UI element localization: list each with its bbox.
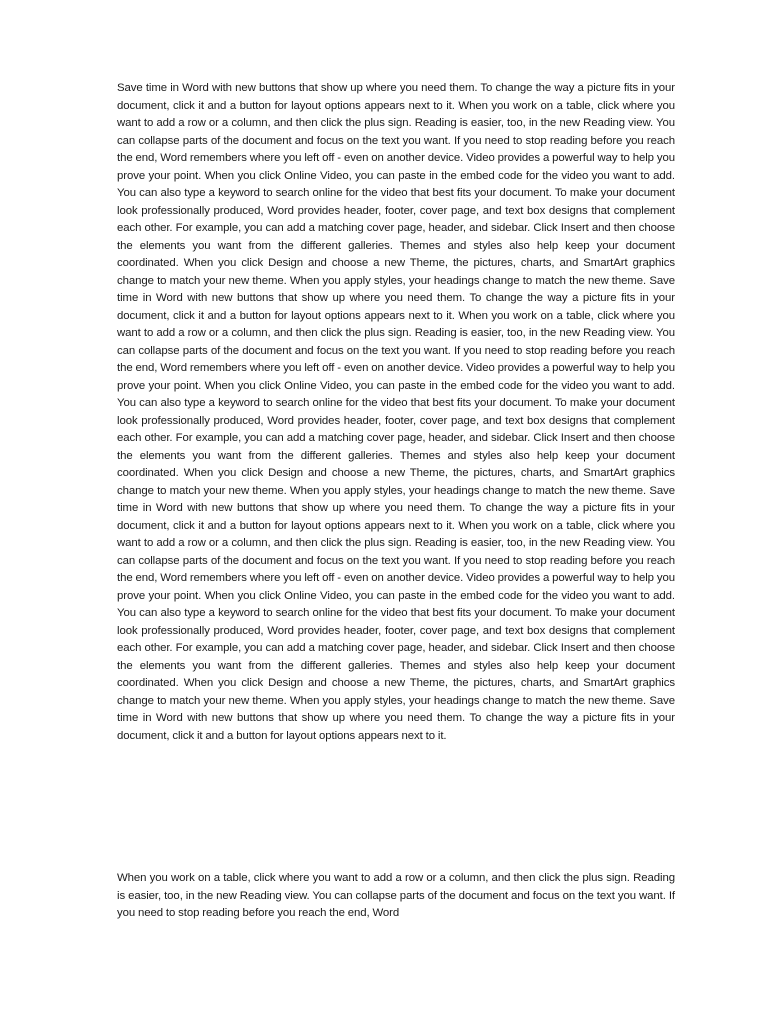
body-paragraph-2: When you work on a table, click where you want to add a row or a column, and then click the plus sign. Reading is easier, too, in the new Reading view. You can collapse parts of the document and focus on the text you want. If you need to stop reading before you reach the end, Word	[117, 872, 675, 919]
body-paragraph-1: Save time in Word with new buttons that show up where you need them. To change the way a picture fits in your document, click it and a button for layout options appears next to it. When you work on a table, click where you want to add a row or a column, and then click the plus sign. Reading is easier, too, in the new Reading view. You can collapse parts of the document and focus on the text you want. If you need to stop reading before you reach the end, Word remembers where you left off - even on another device. Video provides a powerful way to help you prove your point. When you click Online Video, you can paste in the embed code for the video you want to add. You can also type a keyword to search online for the video that best fits your document. To make your document look professionally produced, Word provides header, footer, cover page, and text box designs that complement each other. For example, you can add a matching cover page, header, and sidebar. Click Insert and then choose the elements you want from the different galleries. Themes and styles also help keep your document coordinated. When you click Design and choose a new Theme, the pictures, charts, and SmartArt graphics change to match your new theme. When you apply styles, your headings change to match the new theme. Save time in Word with new buttons that show up where you need them. To change the way a picture fits in your document, click it and a button for layout options appears next to it. When you work on a table, click where you want to add a row or a column, and then click the plus sign. Reading is easier, too, in the new Reading view. You can collapse parts of the document and focus on the text you want. If you need to stop reading before you reach the end, Word remembers where you left off - even on another device. Video provides a powerful way to help you prove your point. When you click Online Video, you can paste in the embed code for the video you want to add. You can also type a keyword to search online for the video that best fits your document. To make your document look professionally produced, Word provides header, footer, cover page, and text box designs that complement each other. For example, you can add a matching cover page, header, and sidebar. Click Insert and then choose the elements you want from the different galleries. Themes and styles also help keep your document coordinated. When you click Design and choose a new Theme, the pictures, charts, and SmartArt graphics change to match your new theme. When you apply styles, your headings change to match the new theme. Save time in Word with new buttons that show up where you need them. To change the way a picture fits in your document, click it and a button for layout options appears next to it. When you work on a table, click where you want to add a row or a column, and then click the plus sign. Reading is easier, too, in the new Reading view. You can collapse parts of the document and focus on the text you want. If you need to stop reading before you reach the end, Word remembers where you left off - even on another device. Video provides a powerful way to help you prove your point. When you click Online Video, you can paste in the embed code for the video you want to add. You can also type a keyword to search online for the video that best fits your document. To make your document look professionally produced, Word provides header, footer, cover page, and text box designs that complement each other. For example, you can add a matching cover page, header, and sidebar. Click Insert and then choose the elements you want from the different galleries. Themes and styles also help keep your document coordinated. When you click Design and choose a new Theme, the pictures, charts, and SmartArt graphics change to match your new theme. When you apply styles, your headings change to match the new theme. Save time in Word with new buttons that show up where you need them. To change the way a picture fits in your document, click it and a button for layout options appears next to it.	[117, 82, 675, 742]
